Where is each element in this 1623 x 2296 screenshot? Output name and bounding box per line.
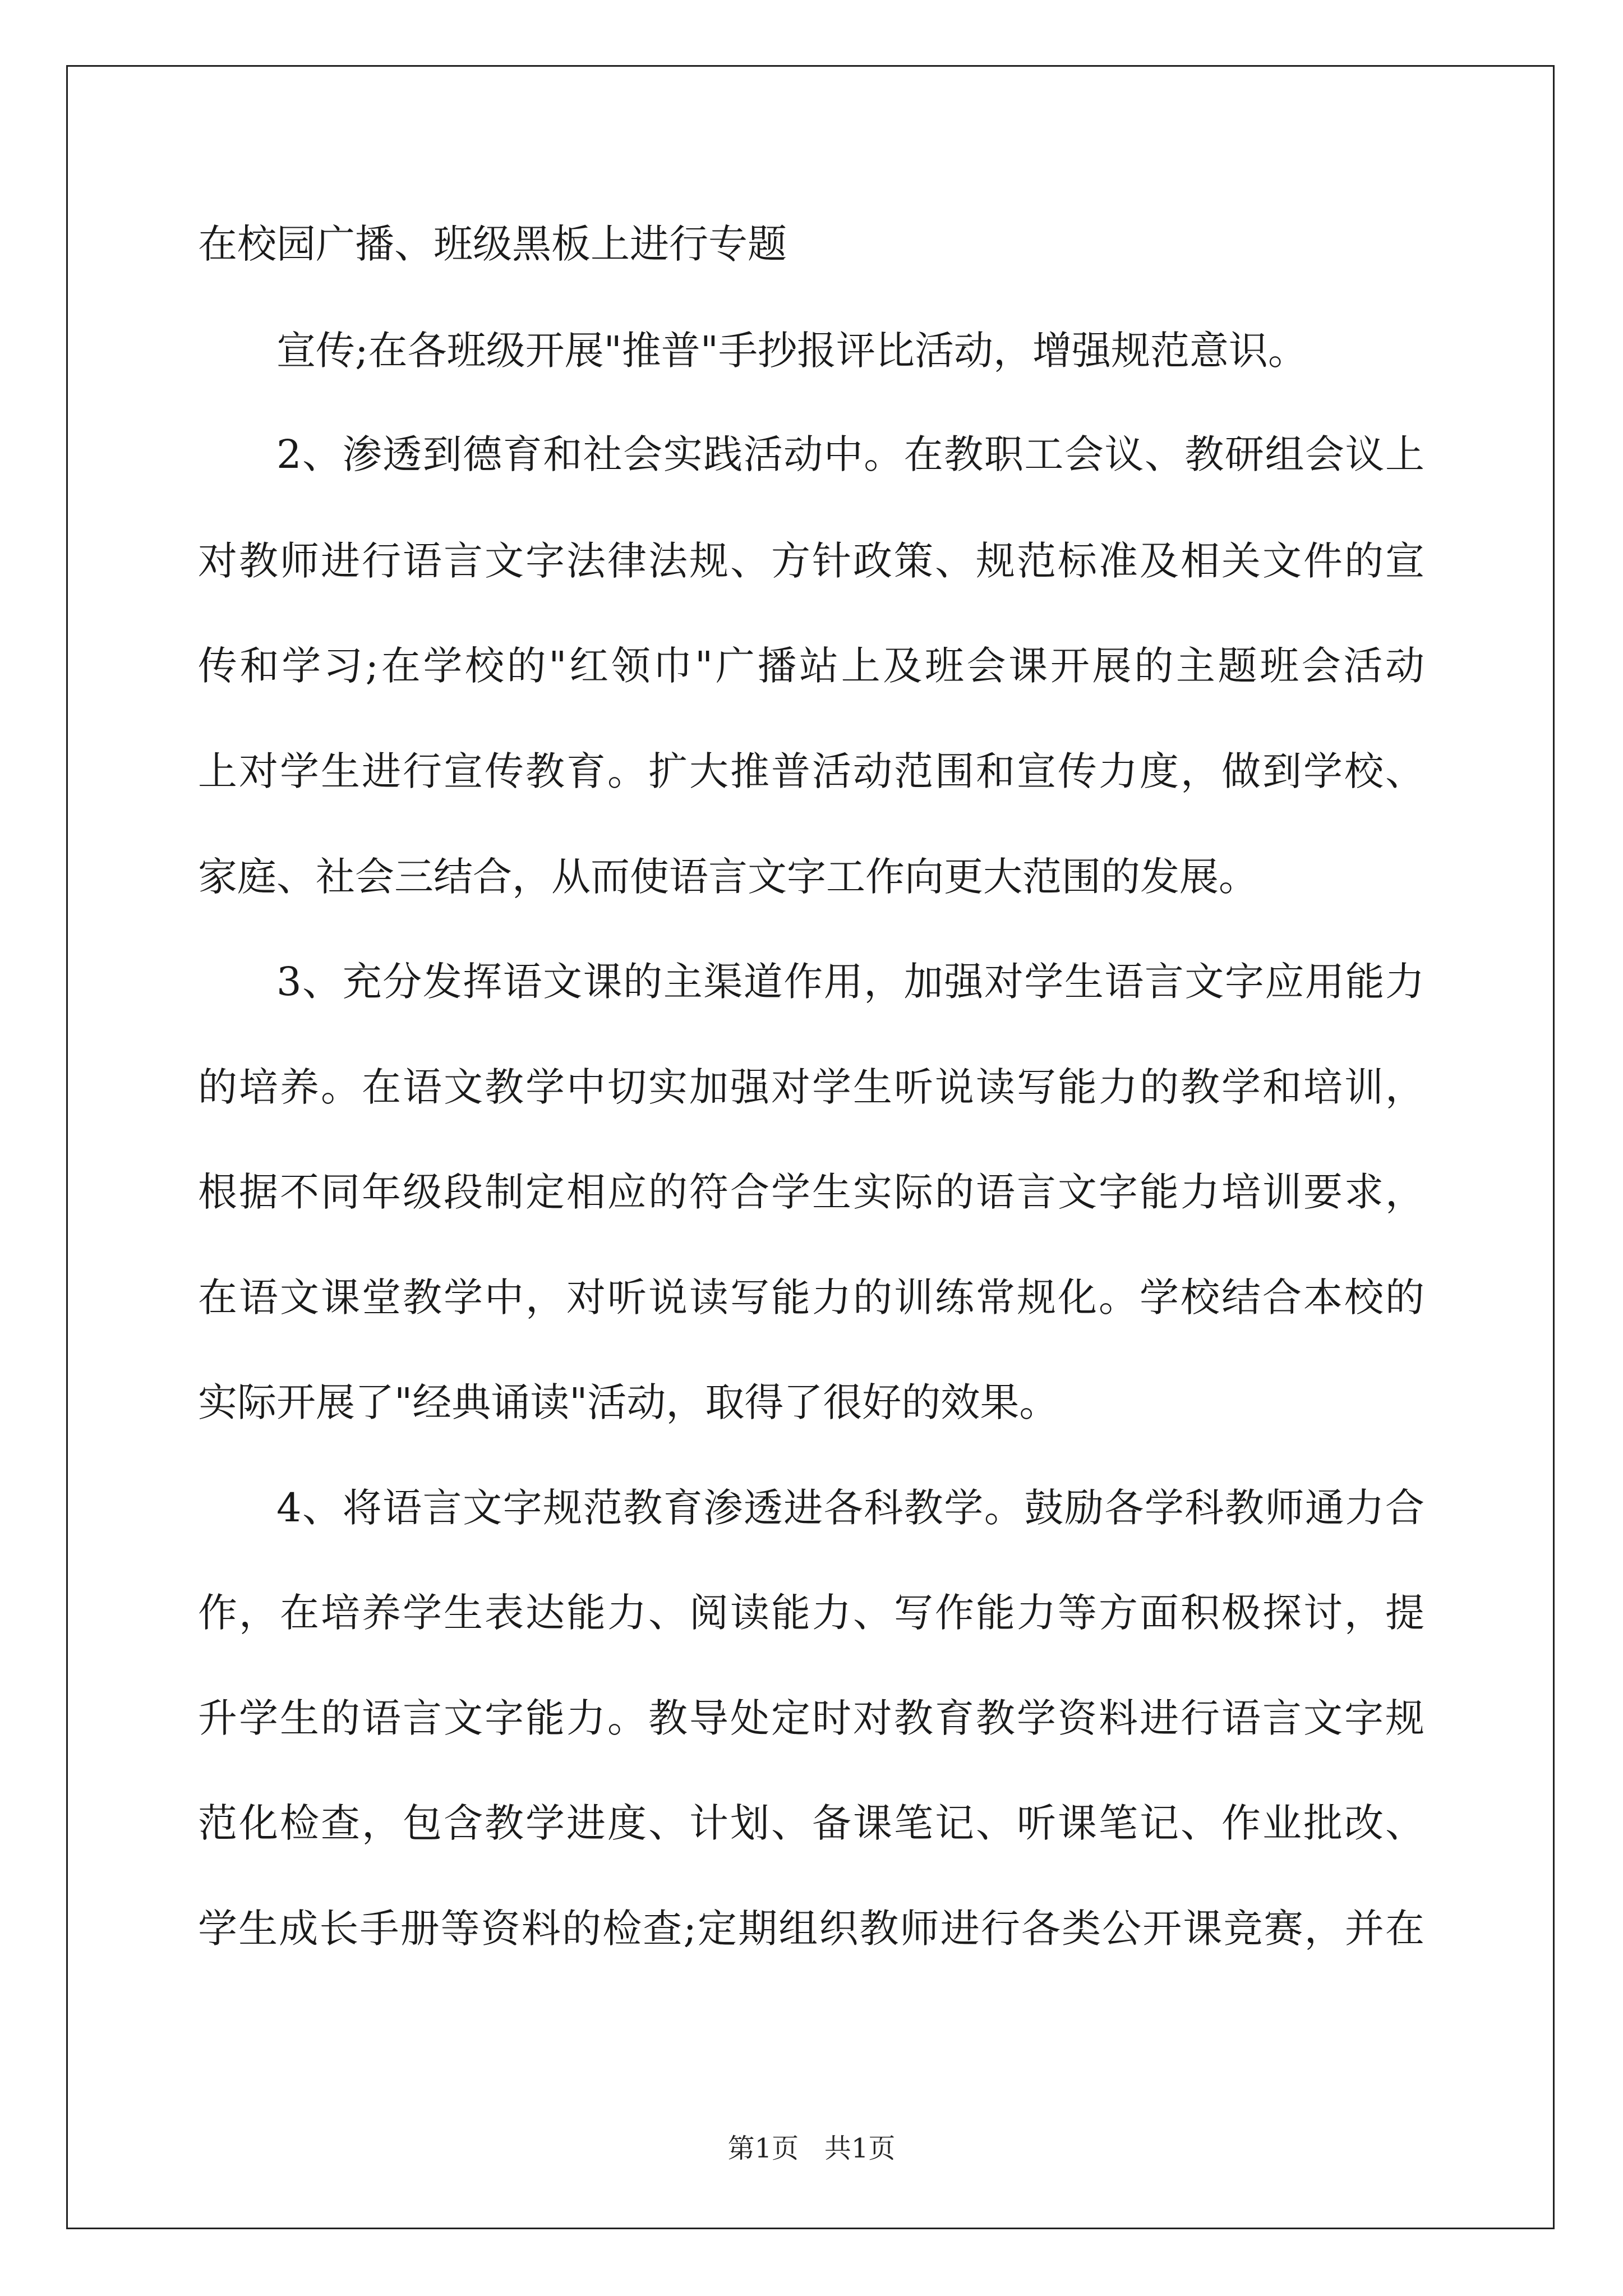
text-line-17: 学生成长手册等资料的检查;定期组织教师进行各类公开课竞赛，并在 xyxy=(198,1906,1424,1952)
text-line-10: 根据不同年级段制定相应的符合学生实际的语言文字能力培训要求， xyxy=(198,1169,1424,1215)
text-line-2: 宣传;在各班级开展"推普"手抄报评比活动，增强规范意识。 xyxy=(276,328,1307,374)
text-line-13: 4、将语言文字规范教育渗透进各科教学。鼓励各学科教师通力合 xyxy=(276,1485,1424,1531)
text-line-16: 范化检查，包含教学进度、计划、备课笔记、听课笔记、作业批改、 xyxy=(198,1800,1424,1846)
text-line-7: 家庭、社会三结合，从而使语言文字工作向更大范围的发展。 xyxy=(198,854,1258,900)
text-line-3: 2、渗透到德育和社会实践活动中。在教职工会议、教研组会议上 xyxy=(276,431,1424,477)
text-line-15: 升学生的语言文字能力。教导处定时对教育教学资料进行语言文字规 xyxy=(198,1695,1424,1741)
text-line-9: 的培养。在语文教学中切实加强对学生听说读写能力的教学和培训， xyxy=(198,1064,1424,1110)
text-line-1: 在校园广播、班级黑板上进行专题 xyxy=(198,221,787,267)
text-line-6: 上对学生进行宣传教育。扩大推普活动范围和宣传力度，做到学校、 xyxy=(198,748,1424,794)
text-line-5: 传和学习;在学校的"红领巾"广播站上及班会课开展的主题班会活动 xyxy=(198,643,1424,689)
page-footer xyxy=(0,2132,1623,2165)
text-line-11: 在语文课堂教学中，对听说读写能力的训练常规化。学校结合本校的 xyxy=(198,1274,1424,1320)
page-total: 共1页 xyxy=(824,2133,896,2164)
text-line-14: 作，在培养学生表达能力、阅读能力、写作能力等方面积极探讨，提 xyxy=(198,1590,1424,1636)
text-line-12: 实际开展了"经典诵读"活动，取得了很好的效果。 xyxy=(198,1379,1059,1425)
text-line-8: 3、充分发挥语文课的主渠道作用，加强对学生语言文字应用能力 xyxy=(276,959,1424,1005)
text-line-4: 对教师进行语言文字法律法规、方针政策、规范标准及相关文件的宣 xyxy=(198,538,1424,584)
page-number: 第1页 xyxy=(727,2133,799,2164)
